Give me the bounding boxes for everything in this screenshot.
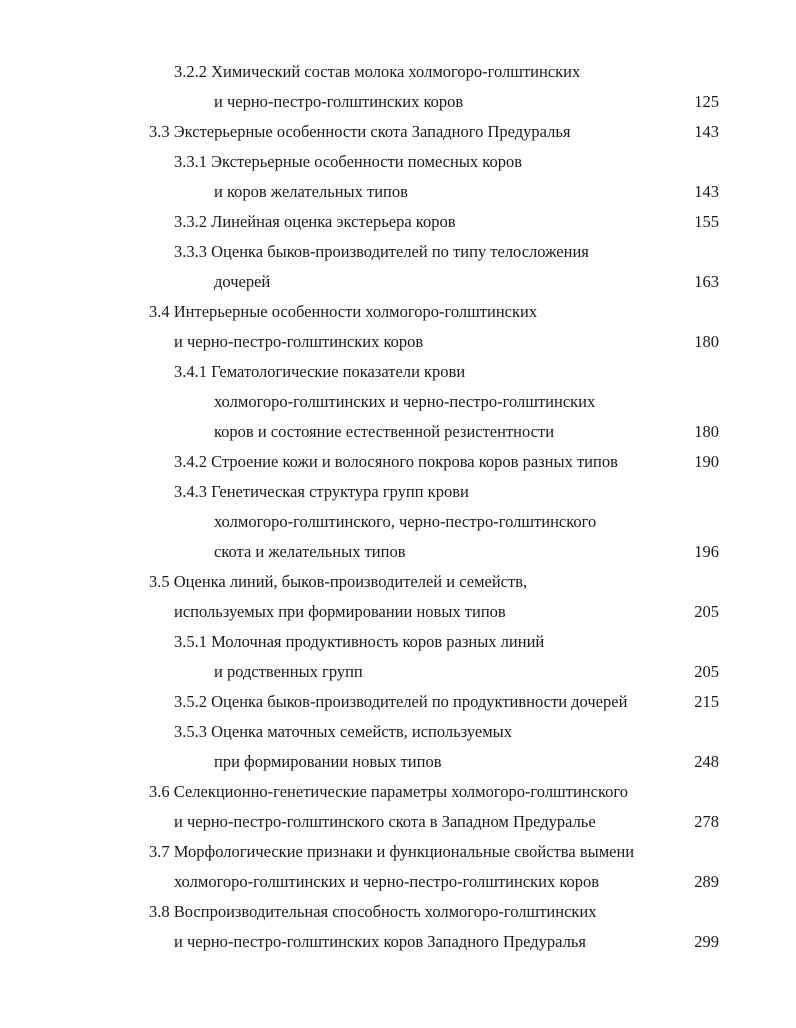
toc-page-number: 180: [694, 422, 719, 441]
toc-entry-3-2-2-line-1: 3.2.2 Химический состав молока холмогоро-голштинских: [174, 62, 581, 81]
toc-page-number: 163: [694, 272, 719, 291]
toc-entry-3-7-line-2: холмогоро-голштинских и черно-пестро-голштинских коров: [174, 872, 600, 891]
toc-page-number: 289: [694, 872, 719, 891]
toc-entry-3-8-line-1: 3.8 Воспроизводительная способность холмогоро-голштинских: [149, 902, 597, 921]
toc-entry-3-5-3-line-1: 3.5.3 Оценка маточных семейств, используемых: [174, 722, 512, 741]
toc-entry-3-3-line-1: 3.3 Экстерьерные особенности скота Западного Предуралья: [149, 122, 571, 141]
toc-entry-3-6-line-2: и черно-пестро-голштинского скота в Западном Предуралье: [174, 812, 596, 831]
toc-page-number: 143: [694, 182, 719, 201]
toc-page-number: 196: [694, 542, 719, 561]
toc-page-number: 215: [694, 692, 719, 711]
toc-entry-3-7-line-1: 3.7 Морфологические признаки и функциональные свойства вымени: [149, 842, 635, 861]
toc-entry-3-3-1-line-2: и коров желательных типов: [214, 182, 408, 201]
toc-entry-3-3-3-line-2: дочерей: [214, 272, 271, 291]
toc-page-number: 278: [694, 812, 719, 831]
toc-entry-3-4-3-line-1: 3.4.3 Генетическая структура групп крови: [174, 482, 469, 501]
toc-entry-3-4-1-line-3: коров и состояние естественной резистентности: [214, 422, 555, 441]
toc-page-number: 155: [694, 212, 719, 231]
toc-page-number: 125: [694, 92, 719, 111]
toc-entry-3-4-3-line-2: холмогоро-голштинского, черно-пестро-голштинского: [214, 512, 597, 531]
toc-page-number: 190: [694, 452, 719, 471]
toc-page-number: 299: [694, 932, 719, 951]
toc-entry-3-4-1-line-1: 3.4.1 Гематологические показатели крови: [174, 362, 466, 381]
toc-entry-3-5-1-line-2: и родственных групп: [214, 662, 363, 681]
toc-entry-3-2-2-line-2: и черно-пестро-голштинских коров: [214, 92, 464, 111]
toc-page-number: 143: [694, 122, 719, 141]
toc-entry-3-4-line-1: 3.4 Интерьерные особенности холмогоро-голштинских: [149, 302, 538, 321]
toc-entry-3-3-3-line-1: 3.3.3 Оценка быков-производителей по типу телосложения: [174, 242, 589, 261]
toc-entry-3-4-2-line-1: 3.4.2 Строение кожи и волосяного покрова коров разных типов: [174, 452, 618, 471]
toc-entry-3-3-2-line-1: 3.3.2 Линейная оценка экстерьера коров: [174, 212, 456, 231]
toc-entry-3-5-3-line-2: при формировании новых типов: [214, 752, 442, 771]
toc-entry-3-4-3-line-3: скота и желательных типов: [214, 542, 406, 561]
toc-entry-3-5-2-line-1: 3.5.2 Оценка быков-производителей по продуктивности дочерей: [174, 692, 628, 711]
toc-entry-3-4-1-line-2: холмогоро-голштинских и черно-пестро-голштинских: [214, 392, 596, 411]
toc-entry-3-5-line-2: используемых при формировании новых типов: [174, 602, 506, 621]
toc-page-number: 248: [694, 752, 719, 771]
toc-page-number: 180: [694, 332, 719, 351]
toc-entry-3-3-1-line-1: 3.3.1 Экстерьерные особенности помесных коров: [174, 152, 523, 171]
toc-entry-3-6-line-1: 3.6 Селекционно-генетические параметры холмогоро-голштинского: [149, 782, 628, 801]
toc-page-number: 205: [694, 662, 719, 681]
toc-entry-3-4-line-2: и черно-пестро-голштинских коров: [174, 332, 424, 351]
toc-entry-3-8-line-2: и черно-пестро-голштинских коров Западного Предуралья: [174, 932, 587, 951]
toc-entry-3-5-line-1: 3.5 Оценка линий, быков-производителей и семейств,: [149, 572, 528, 591]
toc-entry-3-5-1-line-1: 3.5.1 Молочная продуктивность коров разных линий: [174, 632, 545, 651]
toc-page-number: 205: [694, 602, 719, 621]
